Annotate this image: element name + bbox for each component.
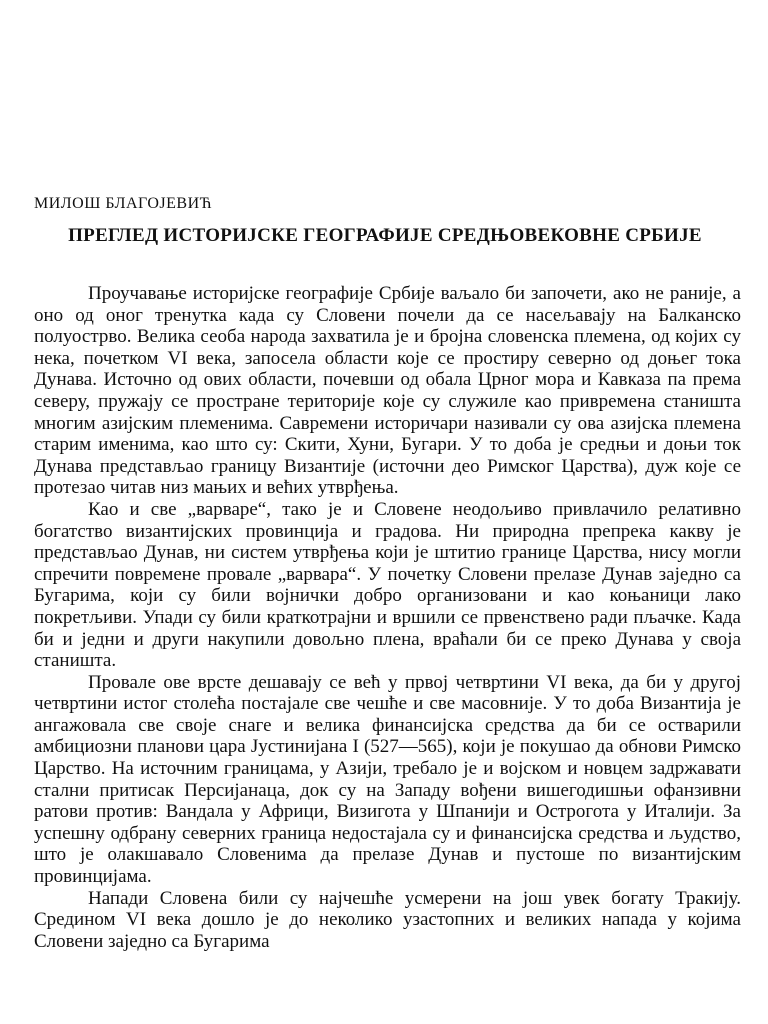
paragraph-1: Проучавање историјске географије Србије ваљало би започети, ако не раније, а оно од оног тренутка када су Словени почели да се насељавају на Балканско полуострво. Велика сеоба народа захватила је и бројна словенска племена, од којих су нека, почетком VI века, запосела области које се простиру северно од доњег тока Дунава. Источно од ових области, почевши од обала Црног мора и Кавказа па према северу, пружају се простране територије које су служиле као привремена станишта многим азијским племенима. Савремени историчари називали су ова азијска племена старим именима, као што су: Скити, Хуни, Бугари. У то доба је средњи и доњи ток Дунава представљао границу Византије (источни део Римског Царства), дуж које се протезао читав низ мањих и већих утврђења. bbox=[34, 283, 741, 499]
paragraph-2: Као и све „варваре“, тако је и Словене неодољиво привлачило релативно богатство византијских провинција и градова. Ни природна препрека какву је представљао Дунав, ни систем утврђења који је штитио границе Царства, нису могли спречити повремене провале „варвара“. У почетку Словени прелазе Дунав заједно са Бугарима, који су били војнички добро организовани и као коњаници лако покретљиви. Упади су били краткотрајни и вршили се првенствено ради пљачке. Када би и једни и други накупили довољно плена, враћали би се преко Дунава у своја станишта. bbox=[34, 498, 741, 672]
article-title: ПРЕГЛЕД ИСТОРИЈСКЕ ГЕОГРАФИЈЕ СРЕДЊОВЕКОВНЕ СРБИЈЕ bbox=[68, 225, 702, 246]
paragraph-4: Напади Словена били су најчешће усмерени на још увек богату Тракију. Средином VI века дошло је до неколико узастопних и великих напада у којима Словени заједно са Бугарима bbox=[34, 887, 741, 952]
author-name: МИЛОШ БЛАГОЈЕВИЋ bbox=[34, 195, 213, 212]
paragraph-3: Провале ове врсте дешавају се већ у првој четвртини VI века, да би у другој четвртини истог столећа постајале све чешће и све масовније. У то доба Византија је ангажовала све своје снаге и велика финансијска средства да би се остварили амбициозни планови цара Јустинијана I (527—565), који је покушао да обнови Римско Царство. На источним границама, у Азији, требало је и војском и новцем задржавати стални притисак Персијанаца, док су на Западу вођени вишегодишњи офанзивни ратови против: Вандала у Африци, Визигота у Шпанији и Острогота у Италији. За успешну одбрану северних граница недостајала су и финансијска средства и људство, што је олакшавало Словенима да прелазе Дунав и пустоше по византијским провинцијама. bbox=[34, 671, 741, 888]
article-body bbox=[34, 283, 741, 952]
